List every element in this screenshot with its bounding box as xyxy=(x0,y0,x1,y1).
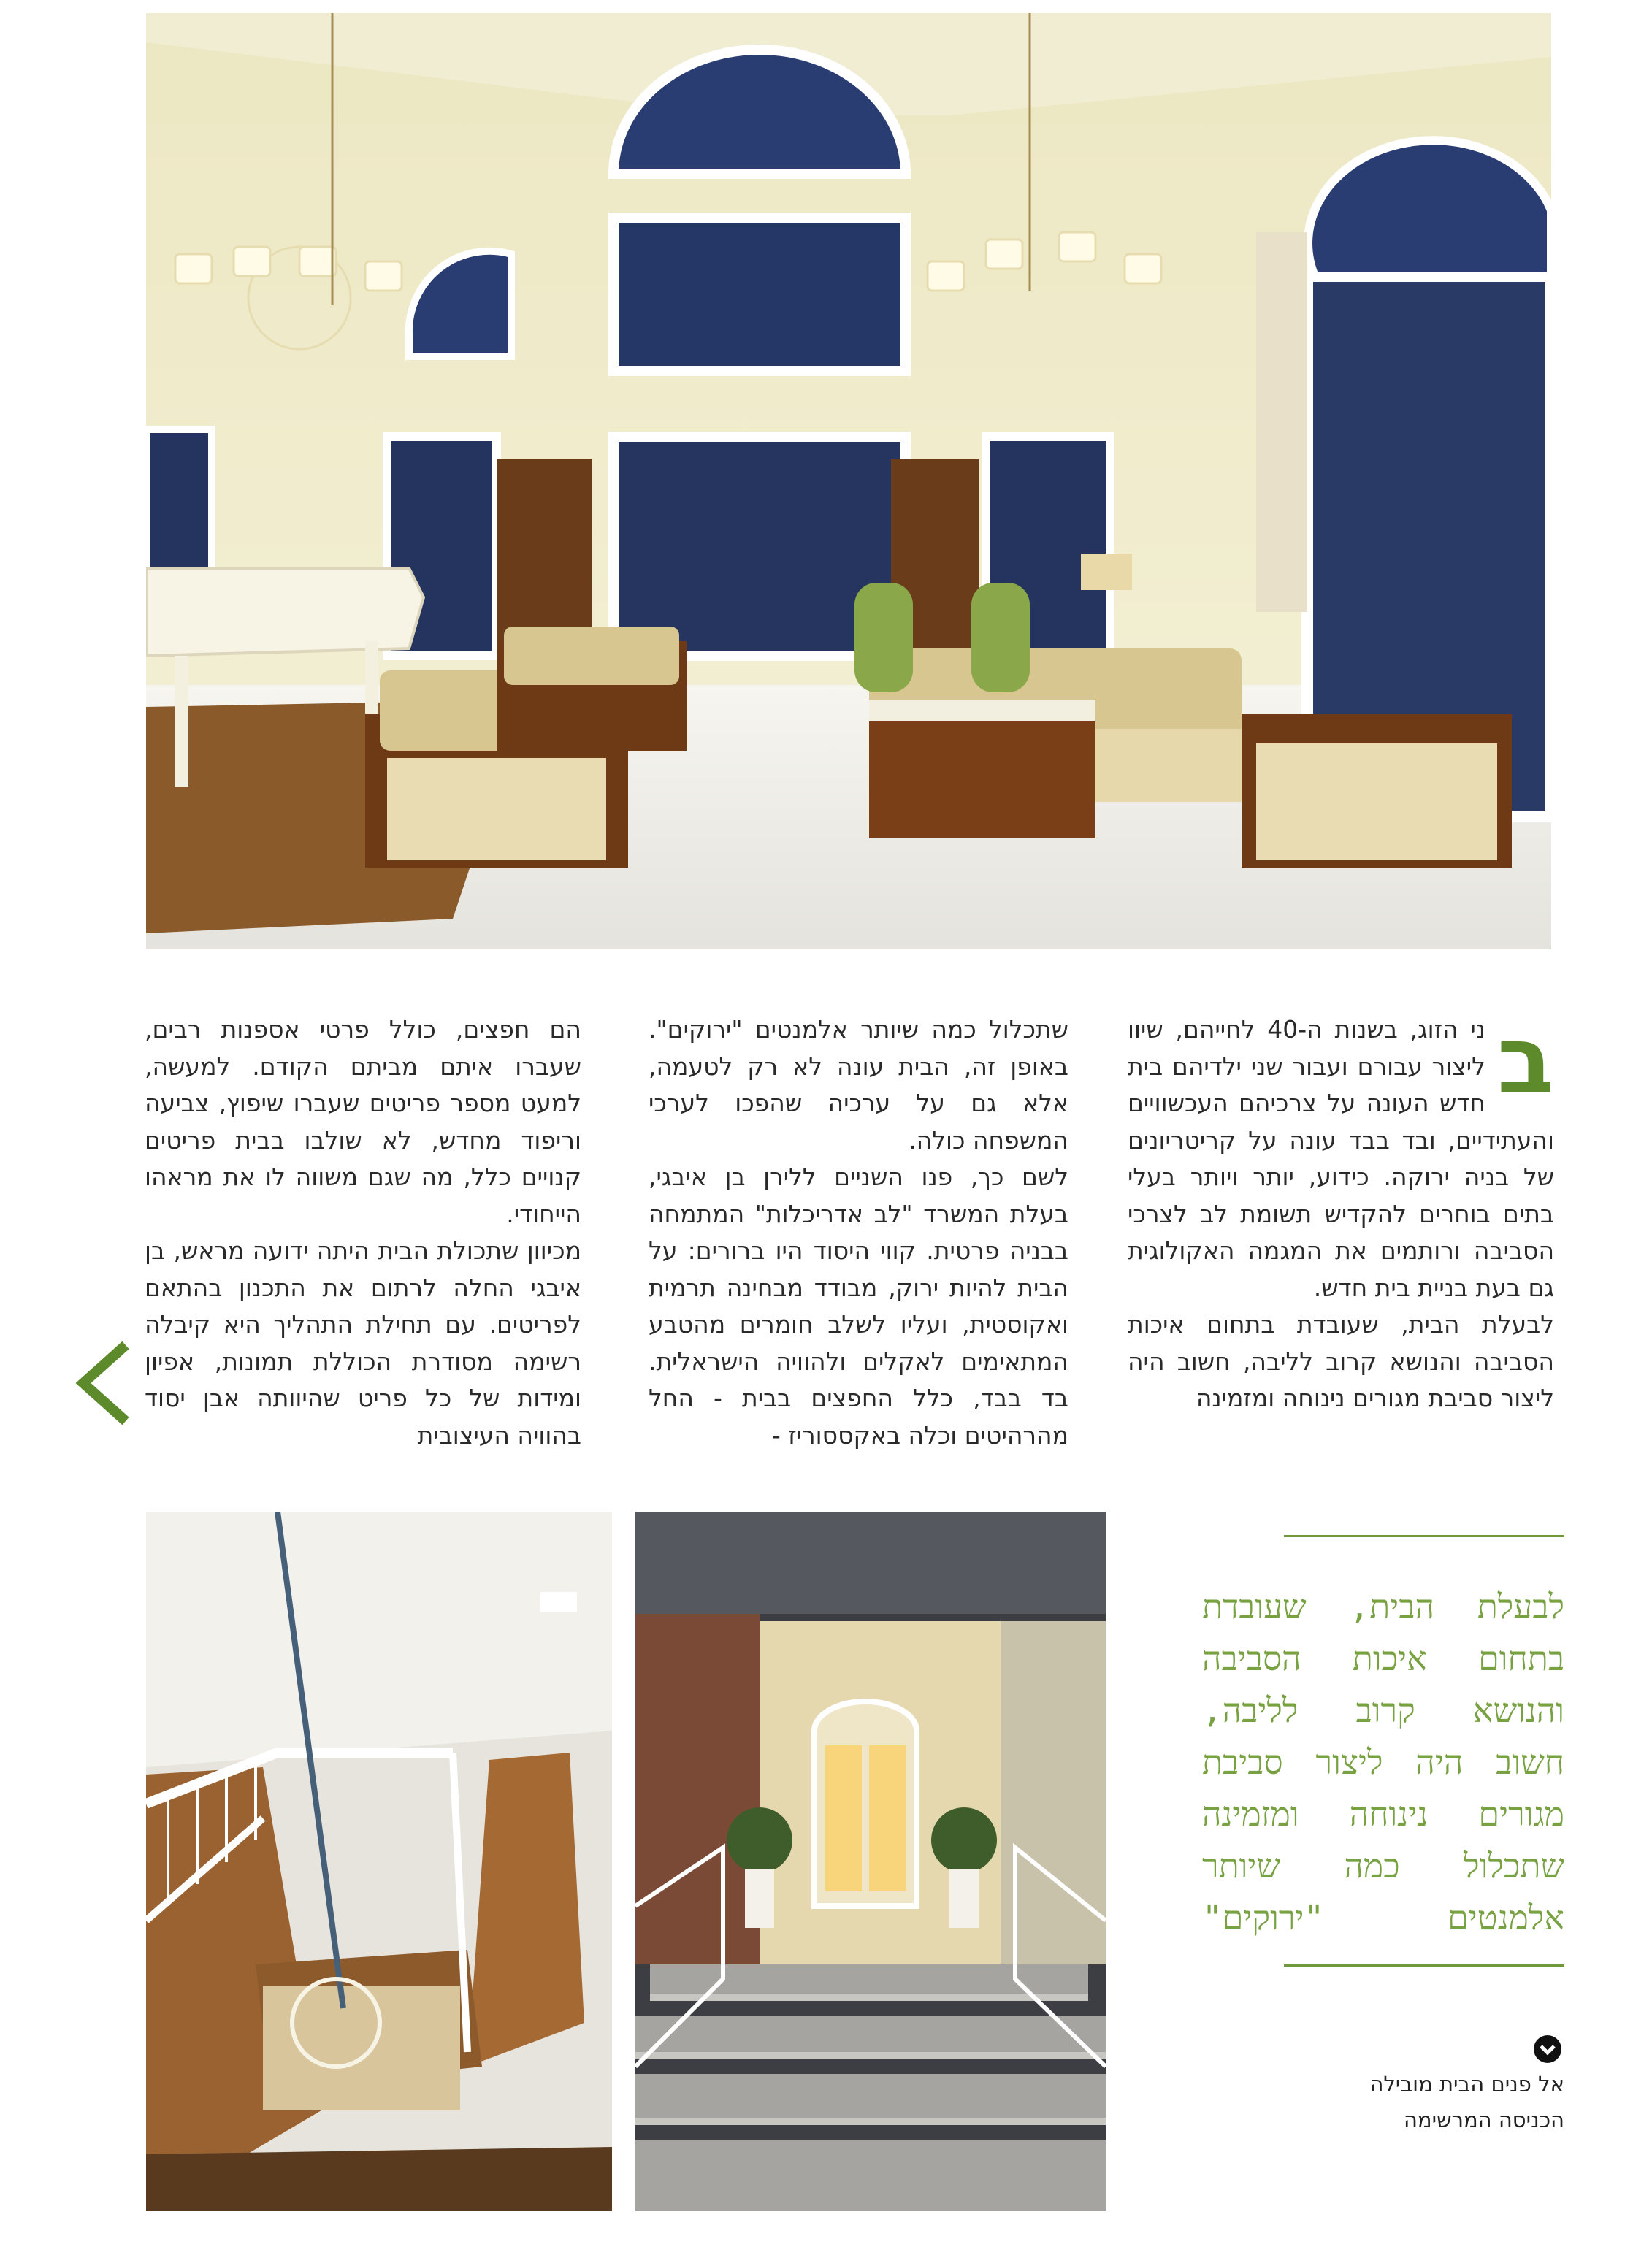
entrance-photo xyxy=(635,1512,1106,2211)
pullquote-bottom-rule xyxy=(1284,1964,1564,1967)
chevron-left-icon[interactable] xyxy=(73,1339,131,1430)
article-column-3 xyxy=(145,1011,581,1454)
article-column-1 xyxy=(1128,1006,1554,1417)
caption-line-1: אל פנים הבית מובילה xyxy=(1369,2072,1564,2097)
chevron-down-circle-icon xyxy=(1533,2034,1562,2067)
pull-quote: לבעלת הבית, שעובדת בתחום איכות הסביבה והנושא קרוב לליבה, חשוב היה ליצור סביבת מגורים נינוחה ומזמינה שתכלול כמה שיותר אלמנטים "ירוקים" xyxy=(1202,1587,1564,1937)
column-2-paragraph-1: שתכלול כמה שיותר אלמנטים "ירוקים". באופן זה, הבית עונה לא רק לטעמה, אלא גם על ערכיה שהפכו לערכי המשפחה כולה. xyxy=(649,1015,1068,1155)
photo-caption xyxy=(1285,2067,1564,2138)
column-3-paragraph-1: הם חפצים, כולל פרטי אספנות רבים, שעברו איתם מביתם הקודם. למעשה, למעט מספר פריטים שעברו שיפוץ, צביעה וריפוד מחדש, לא שולבו בבית פריטים קנויים כלל, מה שגם משווה לו את מראהו הייחודי. xyxy=(145,1015,581,1228)
staircase-photo xyxy=(146,1512,612,2211)
column-1-paragraph-1: ני הזוג, בשנות ה-40 לחייהם, שיוו ליצור עבורם ועבור שני ילדיהם בית חדש העונה על צרכיהם העכשוויים והעתידיים, ובד בבד עונה על קריטריונים של בניה ירוקה. כידוע, יותר ויותר בעלי בתים בוחרים להקדיש תשומת לב לצרכי הסביבה ורותמים את המגמה האקולוגית גם בעת בניית בית חדש. xyxy=(1128,1015,1554,1302)
column-1-paragraph-2: לבעלת הבית, שעובדת בתחום איכות הסביבה והנושא קרוב לליבה, חשוב היה ליצור סביבת מגורים נינוחה ומזמינה xyxy=(1128,1310,1554,1412)
caption-line-2: הכניסה המרשימה xyxy=(1403,2108,1564,2132)
living-room-photo xyxy=(146,13,1551,949)
column-3-paragraph-2: מכיוון שתכולת הבית היתה ידועה מראש, בן איבגי החלה לרתום את התכנון בהתאם לפריטים. עם תחילת התהליך היא קיבלה רשימה מסודרת הכוללת תמונות, אפיון ומידות של כל פריט שהיוותה אבן יסוד בהוויה העיצובית xyxy=(145,1236,581,1450)
pullquote-top-rule xyxy=(1284,1535,1564,1537)
article-column-2 xyxy=(649,1011,1068,1454)
drop-cap-letter: ב xyxy=(1496,1006,1554,1115)
column-2-paragraph-2: לשם כך, פנו השניים ללירן בן איבגי, בעלת המשרד "לב אדריכלות" המתמחה בבניה פרטית. קווי היסוד היו ברורים: על הבית להיות ירוק, מבודד מבחינה תרמית ואקוסטית, ועליו לשלב חומרים מהטבע המתאימים לאקלים ולהוויה הישראלית. בד בבד, כלל החפצים בבית - החל מהרהיטים וכלה באקססוריז - xyxy=(649,1163,1068,1450)
